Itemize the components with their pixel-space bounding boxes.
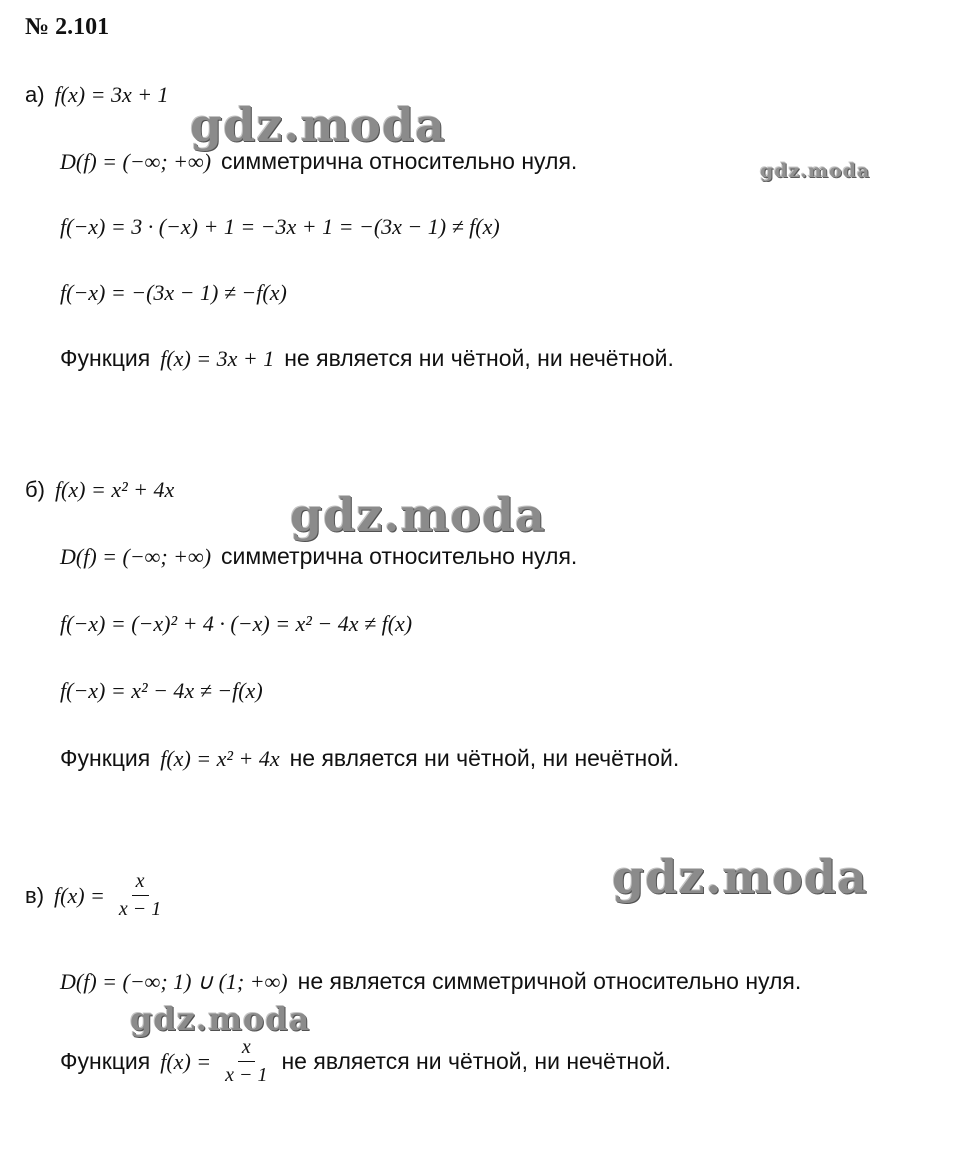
- watermark: gdz.moda: [760, 160, 871, 182]
- part-a-heading: [25, 82, 169, 108]
- part-c-domain: [60, 968, 801, 995]
- watermark: gdz.moda: [290, 488, 546, 542]
- watermark: gdz.moda: [130, 1000, 311, 1038]
- watermark: gdz.moda: [190, 98, 446, 152]
- conclusion-lhs: f(x) =: [160, 1048, 212, 1074]
- part-b-step1: f(−x) = (−x)² + 4 · (−x) = x² − 4x ≠ f(x): [60, 611, 413, 636]
- part-a-conclusion: [60, 345, 674, 372]
- part-b-function: f(x) = x² + 4x: [54, 477, 175, 502]
- conclusion-text: не является ни чётной, ни нечётной.: [281, 1048, 672, 1074]
- problem-number: № 2.101: [25, 14, 110, 40]
- fraction: [115, 870, 165, 921]
- watermark: gdz.moda: [612, 850, 868, 904]
- conclusion-prefix: Функция: [60, 745, 151, 771]
- part-b-domain: [60, 543, 577, 570]
- domain-text: не является симметричной относительно нуля.: [297, 968, 802, 994]
- part-b-conclusion: [60, 745, 679, 772]
- part-a-label: а): [25, 82, 45, 107]
- domain-math: D(f) = (−∞; +∞): [60, 148, 212, 174]
- part-a-step1: f(−x) = 3 · (−x) + 1 = −3x + 1 = −(3x − 1) ≠ f(x): [60, 214, 500, 239]
- conclusion-prefix: Функция: [60, 1048, 151, 1074]
- conclusion-math: f(x) = 3x + 1: [160, 345, 275, 371]
- domain-text: симметрична относительно нуля.: [221, 148, 578, 174]
- part-c-conclusion: [60, 1036, 671, 1087]
- part-b-heading: [25, 477, 174, 503]
- part-a-domain: [60, 148, 577, 175]
- function-lhs: f(x) =: [54, 882, 105, 908]
- part-a-step2: f(−x) = −(3x − 1) ≠ −f(x): [60, 280, 287, 305]
- fraction-numerator: x: [238, 1036, 255, 1062]
- part-b-step2: f(−x) = x² − 4x ≠ −f(x): [60, 678, 263, 703]
- domain-math: D(f) = (−∞; +∞): [60, 543, 212, 569]
- fraction-denominator: x − 1: [118, 898, 162, 920]
- part-a-function: f(x) = 3x + 1: [54, 82, 169, 107]
- conclusion-prefix: Функция: [60, 345, 151, 371]
- domain-text: симметрична относительно нуля.: [221, 543, 578, 569]
- domain-math: D(f) = (−∞; 1) ∪ (1; +∞): [60, 968, 288, 994]
- conclusion-text: не является ни чётной, ни нечётной.: [284, 345, 674, 371]
- part-c-label: в): [25, 882, 45, 908]
- part-b-label: б): [25, 477, 45, 502]
- fraction-numerator: x: [132, 870, 149, 896]
- conclusion-text: не является ни чётной, ни нечётной.: [289, 745, 680, 771]
- conclusion-math: f(x) = x² + 4x: [160, 745, 280, 771]
- fraction: [221, 1036, 271, 1087]
- part-c-heading: [25, 870, 165, 921]
- fraction-denominator: x − 1: [225, 1064, 268, 1086]
